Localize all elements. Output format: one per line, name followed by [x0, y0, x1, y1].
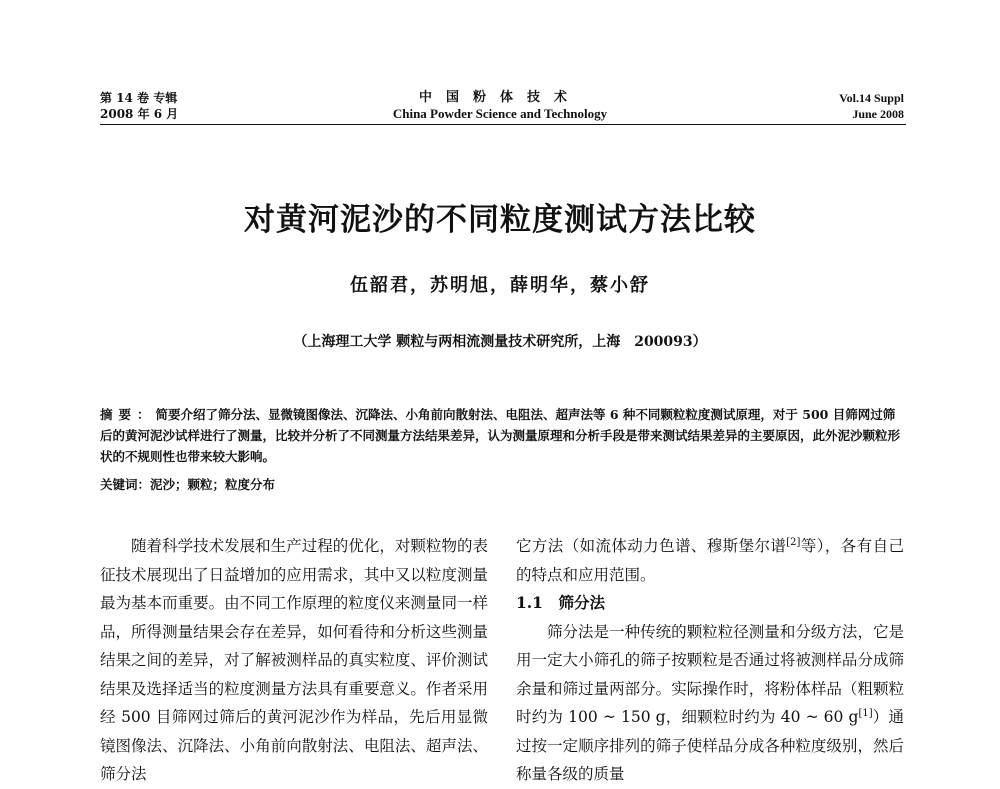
intro-paragraph-continued — [516, 532, 904, 589]
abstract-text: 简要介绍了筛分法、显微镜图像法、沉降法、小角前向散射法、电阻法、超声法等 6 种不同颗粒粒度测试原理，对于 500 目筛网过筛后的黄河泥沙试样进行了测量，比较并分析了不同测量方法结果差异，认为测量原理和分析手段是带来测试结果差异的主要原因，此外泥沙颗粒形状的不规则性也带来较大影响。 — [100, 407, 901, 464]
section-heading: 1.1 筛分法 — [516, 593, 605, 612]
abstract-label: 摘要： — [100, 407, 156, 422]
paper-title: 对黄河泥沙的不同粒度测试方法比较 — [244, 202, 756, 238]
abstract — [100, 404, 906, 467]
keywords-label: 关键词： — [100, 477, 151, 492]
citation-ref: [2] — [786, 536, 801, 548]
keywords-text: 泥沙；颗粒；粒度分布 — [150, 477, 276, 492]
sieve-text-a: 筛分法是一种传统的颗粒粒径测量和分级方法，它是用一定大小筛孔的筛子按颗粒是否通过将被测样品分成筛余量和筛过量两部分。实际操作时，将粉体样品（粗颗粒时约为 100 ~ 150 g，细颗粒时约为 40 ~ 60 g — [516, 622, 904, 726]
sieve-text-b: ）通过按一定顺序排列的筛子使样品分成各种粒度级别，然后称量各级的质量 — [516, 708, 904, 783]
body-column-right — [516, 532, 904, 789]
affiliation: （上海理工大学 颗粒与两相流测量技术研究所，上海 200093） — [293, 334, 707, 350]
journal-issue-info-en — [839, 90, 904, 122]
intro-paragraph: 随着科学技术发展和生产过程的优化，对颗粒物的表征技术展现出了日益增加的应用需求，其中又以粒度测量最为基本而重要。由不同工作原理的粒度仪来测量同一样品，所得测量结果会存在差异，如何看待和分析这些测量结果之间的差异，对了解被测样品的真实粒度、评价测试结果及选择适当的粒度测量方法具有重要意义。作者采用经 500 目筛网过筛后的黄河泥沙作为样品，先后用显微镜图像法、沉降法、小角前向散射法、电阻法、超声法、筛分法 — [100, 537, 488, 783]
issue-date: 2008 年 6 月 — [100, 107, 179, 121]
citation-ref: [1] — [858, 707, 873, 719]
journal-name-en: China Powder Science and Technology — [392, 106, 608, 121]
sieve-method-paragraph — [516, 618, 904, 789]
intro-text-a: 它方法（如流体动力色谱、穆斯堡尔谱 — [516, 537, 787, 555]
issue-date-en: June 2008 — [852, 107, 904, 121]
journal-name-cn: 中国粉体技术 — [418, 90, 581, 105]
header-rule — [100, 124, 906, 125]
intro-text-b: 等），各有自己的特点和应用范围。 — [516, 537, 904, 584]
volume-label-en: Vol.14 Suppl — [839, 91, 904, 105]
body-column-left — [100, 532, 488, 789]
keywords — [100, 475, 906, 493]
volume-label: 第 14 卷 专辑 — [100, 91, 178, 105]
author-list: 伍韶君，苏明旭，薛明华，蔡小舒 — [350, 275, 650, 296]
